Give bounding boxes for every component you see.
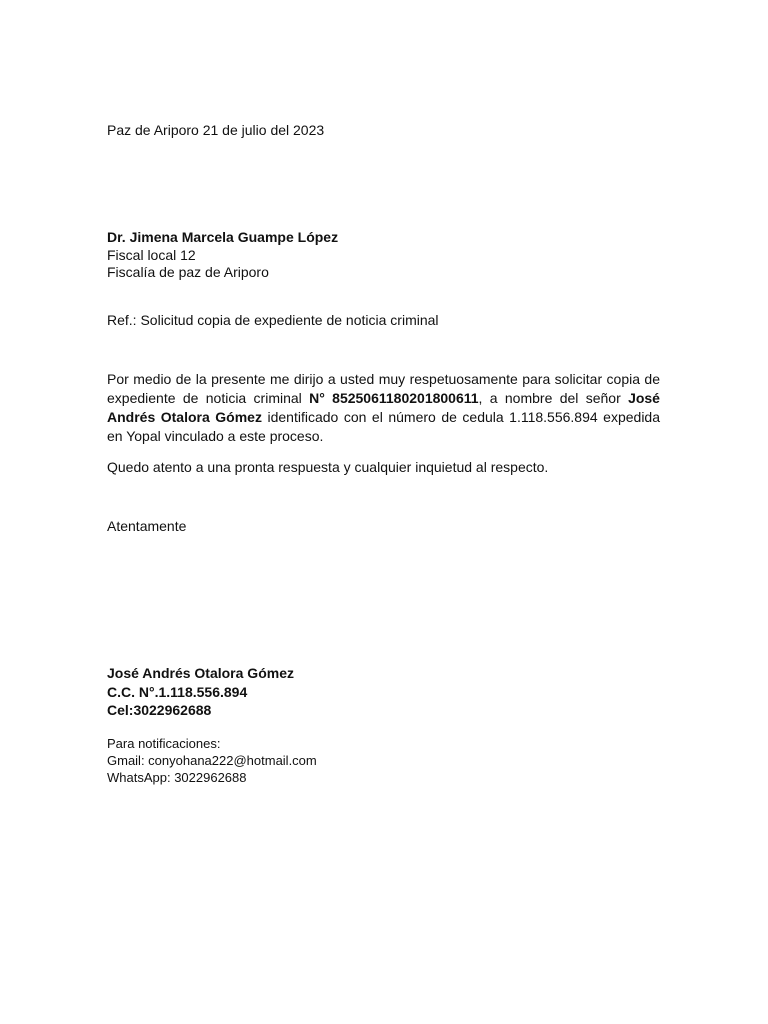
signature-name: José Andrés Otalora Gómez: [107, 665, 294, 681]
recipient-position: Fiscal local 12: [107, 247, 196, 263]
signature-id: C.C. N°.1.118.556.894: [107, 684, 248, 700]
notifications-whatsapp: WhatsApp: 3022962688: [107, 770, 247, 785]
body-paragraph-request: [107, 370, 660, 446]
closing-word: Atentamente: [107, 518, 187, 534]
body-paragraph-closing: Quedo atento a una pronta respuesta y cualquier inquietud al respecto.: [107, 459, 549, 475]
reference-line: Ref.: Solicitud copia de expediente de noticia criminal: [107, 312, 439, 328]
body-text-part-3: identificado con el número de cedula 1.118.556.894 expedida en Yopal vinculado a este proceso.: [107, 409, 661, 444]
signature-phone: Cel:3022962688: [107, 702, 212, 718]
subject-name: José Andrés Otalora Gómez: [107, 390, 660, 425]
notifications-email: Gmail: conyohana222@hotmail.com: [107, 753, 317, 768]
recipient-office: Fiscalía de paz de Ariporo: [107, 264, 269, 280]
case-number: N° 8525061180201800611: [309, 390, 479, 406]
notifications-heading: Para notificaciones:: [107, 736, 221, 751]
place-date: Paz de Ariporo 21 de julio del 2023: [107, 122, 325, 138]
body-text-part-1: Por medio de la presente me dirijo a usted muy respetuosamente para solicitar copia de expediente de noticia criminal: [107, 371, 660, 406]
body-text-part-2: , a nombre del señor: [478, 390, 629, 406]
recipient-name: Dr. Jimena Marcela Guampe López: [107, 229, 339, 245]
